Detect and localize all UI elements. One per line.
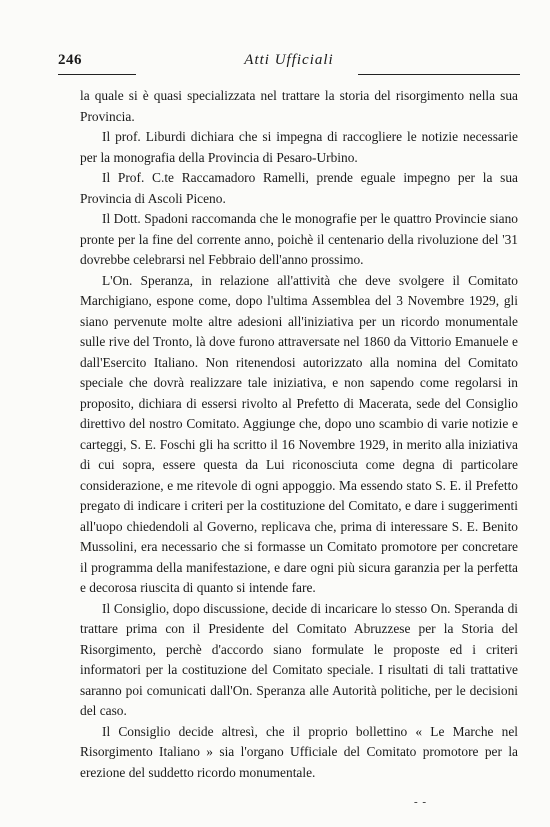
page-header bbox=[58, 50, 520, 70]
paragraph: L'On. Speranza, in relazione all'attività che deve svolgere il Comitato Marchigiano, espone come, dopo l'ultima Assemblea del 3 Novembre 1929, gli siano pervenute molte altre adesioni all'iniziativa per un ricordo monumentale sulle rive del Tronto, là dove furono attraversate nel 1860 da Vittorio Emanuele e dall'Esercito Italiano. Non ritenendosi autorizzato alla nomina del Comitato speciale che dovrà realizzare tale iniziativa, e non sapendo come regolarsi in proposito, dichiara di essersi rivolto al Prefetto di Macerata, sede del Consiglio direttivo del nostro Comitato. Aggiunge che, dopo uno scambio di varie notizie e carteggi, S. E. Foschi gli ha scritto il 16 Novembre 1929, in merito alla iniziativa di cui sopra, essere questa da Lui riconosciuta come degna di particolare considerazione, e me ritevole di ogni appoggio. Ma essendo stato S. E. il Prefetto pregato di indicare i criteri per la costituzione del Comitato, e dare i suggerimenti all'uopo chiedendoli al Governo, replicava che, prima di interessare S. E. Benito Mussolini, era necessario che si formasse un Comitato promotore per concretare il programma della manifestazione, e dare ogni più sicura garanzia per la perfetta e decorosa riuscita di quanto si intende fare. bbox=[80, 272, 518, 595]
paragraph: Il Consiglio, dopo discussione, decide di incaricare lo stesso On. Speranda di trattare prima con il Presidente del Comitato Abruzzese per la Storia del Risorgimento, perchè d'accordo siano formulate le proposte ed i criteri informatori per la costituzione del Comitato speciale. I risultati di tali trattative saranno poi comunicati dall'On. Speranza alle Autorità politiche, per le decisioni del caso. bbox=[80, 600, 518, 718]
running-title: Atti Ufficiali bbox=[244, 52, 334, 68]
end-ornament: - - bbox=[414, 796, 428, 808]
body-text bbox=[80, 86, 518, 783]
page-number: 246 bbox=[58, 52, 82, 68]
paragraph: Il Dott. Spadoni raccomanda che le monografie per le quattro Provincie siano pronte per la fine del corrente anno, poichè il centenario della rivoluzione del '31 dovrebbe celebrarsi nel Febbraio dell'anno prossimo. bbox=[80, 211, 518, 267]
header-rule-left bbox=[58, 74, 136, 75]
paragraph: la quale si è quasi specializzata nel trattare la storia del risorgimento nella sua Provincia. bbox=[80, 88, 518, 124]
paragraph: Il Consiglio decide altresì, che il proprio bollettino « Le Marche nel Risorgimento Italiano » sia l'organo Ufficiale del Comitato promotore per la erezione del suddetto ricordo monumentale. bbox=[80, 723, 518, 780]
paragraph: Il prof. Liburdi dichiara che si impegna di raccogliere le notizie necessarie per la monografia della Provincia di Pesaro-Urbino. bbox=[80, 129, 518, 165]
paragraph: Il Prof. C.te Raccamadoro Ramelli, prende eguale impegno per la sua Provincia di Ascoli Piceno. bbox=[80, 170, 518, 206]
header-rule-right bbox=[358, 74, 520, 75]
